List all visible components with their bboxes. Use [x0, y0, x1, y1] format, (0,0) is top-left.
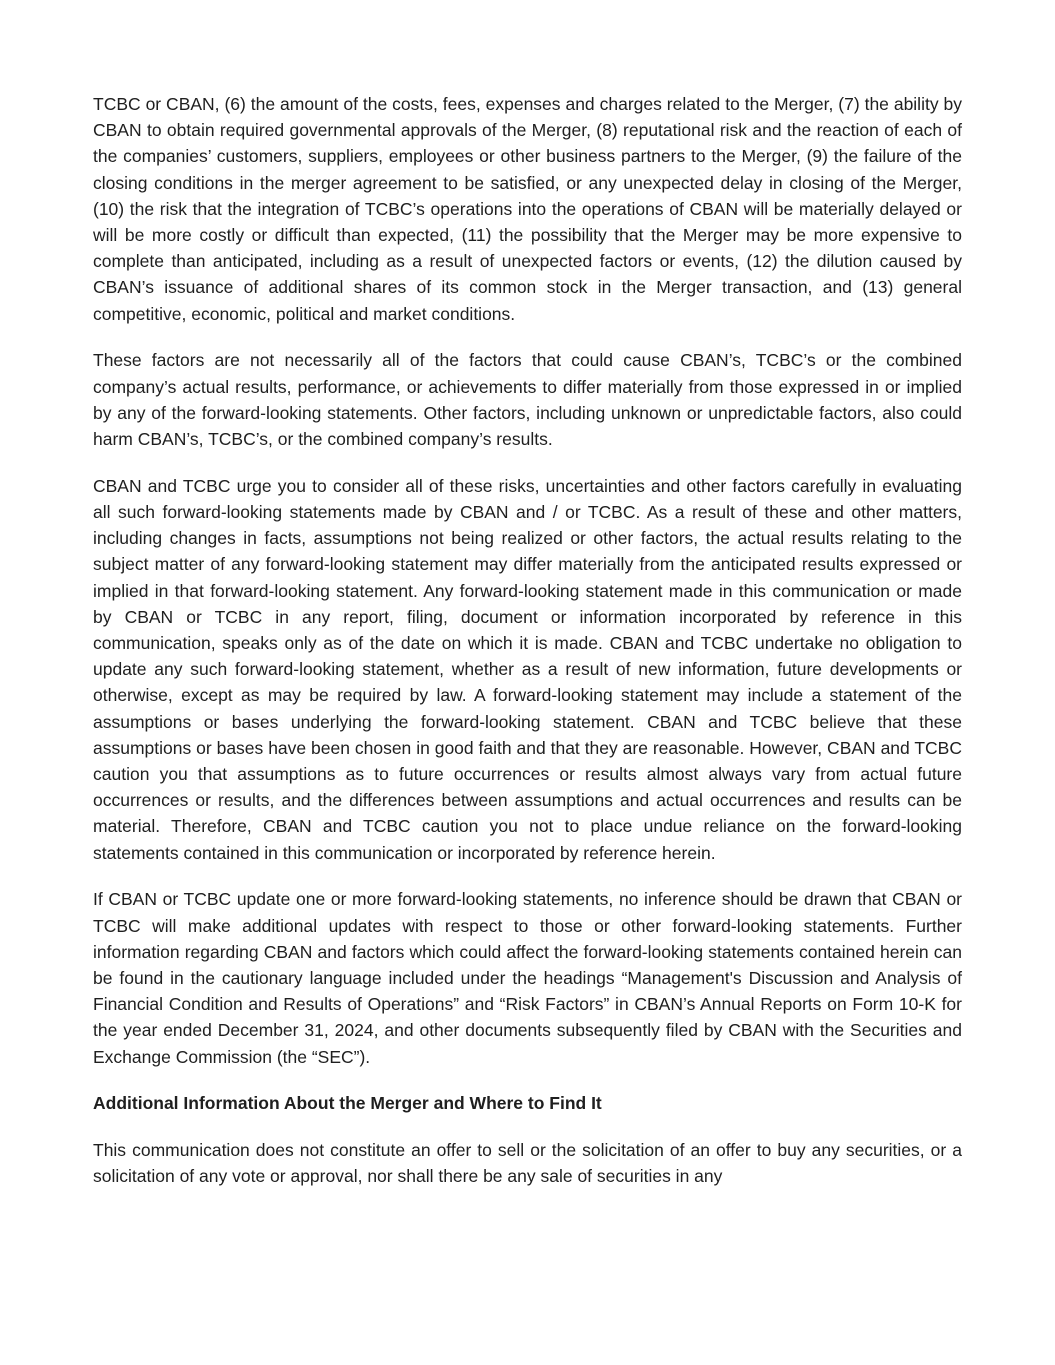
paragraph-factors-not-exhaustive: These factors are not necessarily all of the factors that could cause CBAN’s, TCBC’s or the combined company’s actual results, performance, or achievements to differ materially from those expressed in or implied by any of the forward-looking statements. Other factors, including unknown or unpredictable factors, also could harm CBAN’s, TCBC’s, or the combined company’s results. — [93, 350, 962, 450]
paragraph-further-information: If CBAN or TCBC update one or more forward-looking statements, no inference should be drawn that CBAN or TCBC will make additional updates with respect to those or other forward-looking statements. Further information regarding CBAN and factors which could affect the forward-looking statements contained herein can be found in the cautionary language included under the headings “Management's Discussion and Analysis of Financial Condition and Results of Operations” and “Risk Factors” in CBAN’s Annual Reports on Form 10-K for the year ended December 31, 2024, and other documents subsequently filed by CBAN with the Securities and Exchange Commission (the “SEC”). — [93, 889, 962, 1067]
paragraph-risk-factors-continued: TCBC or CBAN, (6) the amount of the costs, fees, expenses and charges related to the Merger, (7) the ability by CBAN to obtain required governmental approvals of the Merger, (8) reputational risk and the reaction of each of the companies’ customers, suppliers, employees or other business partners to the Merger, (9) the failure of the closing conditions in the merger agreement to be satisfied, or any unexpected delay in closing of the Merger, (10) the risk that the integration of TCBC’s operations into the operations of CBAN will be materially delayed or will be more costly or difficult than expected, (11) the possibility that the Merger may be more expensive to complete than anticipated, including as a result of unexpected factors or events, (12) the dilution caused by CBAN’s issuance of additional shares of its common stock in the Merger transaction, and (13) general competitive, economic, political and market conditions. — [93, 94, 962, 324]
document-page — [93, 91, 962, 1210]
paragraph-no-offer: This communication does not constitute an offer to sell or the solicitation of an offer to buy any securities, or a solicitation of any vote or approval, nor shall there be any sale of securities in any — [93, 1140, 962, 1187]
section-heading: Additional Information About the Merger and Where to Find It — [93, 1093, 602, 1114]
paragraph-caution-reliance: CBAN and TCBC urge you to consider all of these risks, uncertainties and other factors carefully in evaluating all such forward-looking statements made by CBAN and / or TCBC. As a result of these and other matters, including changes in facts, assumptions not being realized or other factors, the actual results relating to the subject matter of any forward-looking statement may differ materially from the anticipated results expressed or implied in that forward-looking statement. Any forward-looking statement made in this communication or made by CBAN or TCBC in any report, filing, document or information incorporated by reference in this communication, speaks only as of the date on which it is made. CBAN and TCBC undertake no obligation to update any such forward-looking statement, whether as a result of new information, future developments or otherwise, except as may be required by law. A forward-looking statement may include a statement of the assumptions or bases underlying the forward-looking statement. CBAN and TCBC believe that these assumptions or bases have been chosen in good faith and that they are reasonable. However, CBAN and TCBC caution you that assumptions as to future occurrences or results almost always vary from actual future occurrences or results, and the differences between assumptions and actual occurrences and results can be material. Therefore, CBAN and TCBC caution you not to place undue reliance on the forward-looking statements contained in this communication or incorporated by reference herein. — [93, 475, 962, 863]
